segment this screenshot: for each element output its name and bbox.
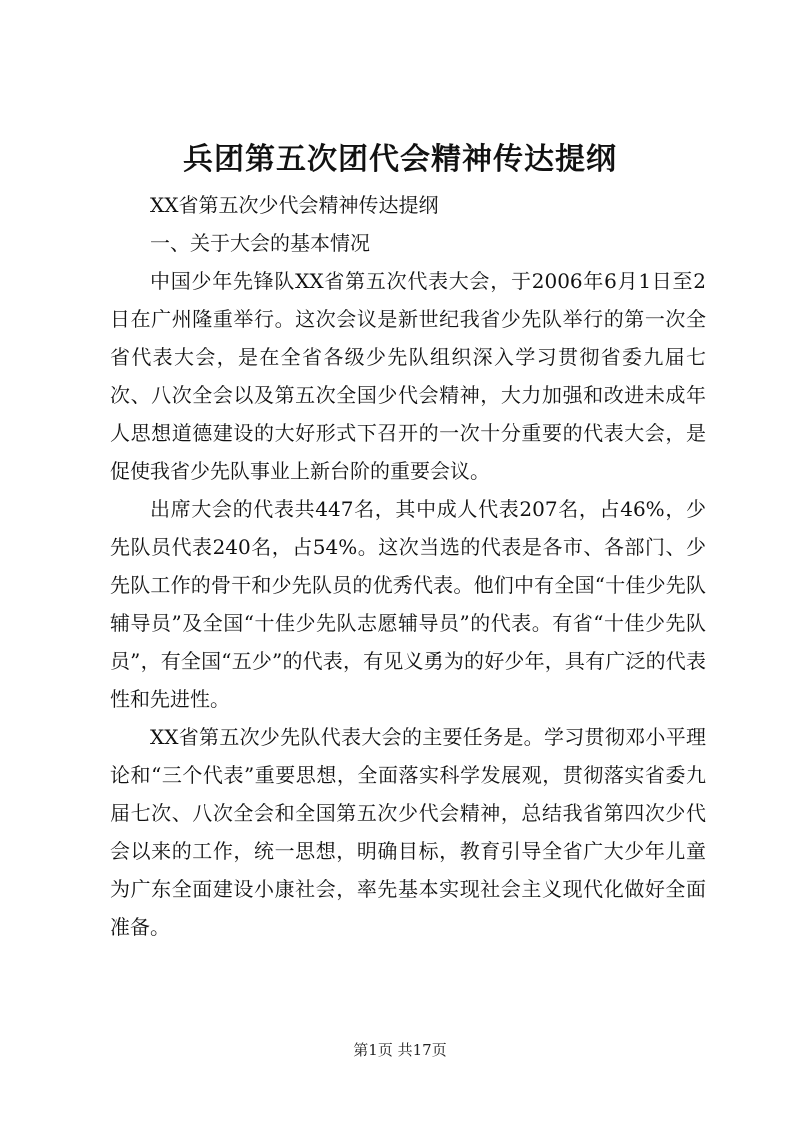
body-paragraph: 中国少年先锋队XX省第五次代表大会，于2006年6月1日至2日在广州隆重举行。这次会议是新世纪我省少先队举行的第一次全省代表大会，是在全省各级少先队组织深入学习贯彻省委九届七次、八次全会以及第五次全国少代会精神，大力加强和改进未成年人思想道德建设的大好形式下召开的一次十分重要的代表大会，是促使我省少先队事业上新台阶的重要会议。 <box>110 269 706 483</box>
body-paragraph: XX省第五次少先队代表大会的主要任务是。学习贯彻邓小平理论和“三个代表”重要思想，全面落实科学发展观，贯彻落实省委九届七次、八次全会和全国第五次少代会精神，总结我省第四次少代会以来的工作，统一思想，明确目标，教育引导全省广大少年儿童为广东全面建设小康社会，率先基本实现社会主义现代化做好全面准备。 <box>110 725 706 939</box>
body-paragraph: 出席大会的代表共447名，其中成人代表207名，占46%，少先队员代表240名，占54%。这次当选的代表是各市、各部门、少先队工作的骨干和少先队员的优秀代表。他们中有全国“十佳少先队辅导员”及全国“十佳少先队志愿辅导员”的代表。有省“十佳少先队员”，有全国“五少”的代表，有见义勇为的好少年，具有广泛的代表性和先进性。 <box>110 497 706 711</box>
page-footer <box>0 1040 800 1060</box>
section-heading: 一、关于大会的基本情况 <box>150 231 370 255</box>
subtitle-paragraph: XX省第五次少代会精神传达提纲 <box>150 193 439 217</box>
document-body <box>110 186 706 946</box>
document-title: 兵团第五次团代会精神传达提纲 <box>183 142 617 177</box>
page-indicator: 第1页 共17页 <box>353 1041 447 1059</box>
